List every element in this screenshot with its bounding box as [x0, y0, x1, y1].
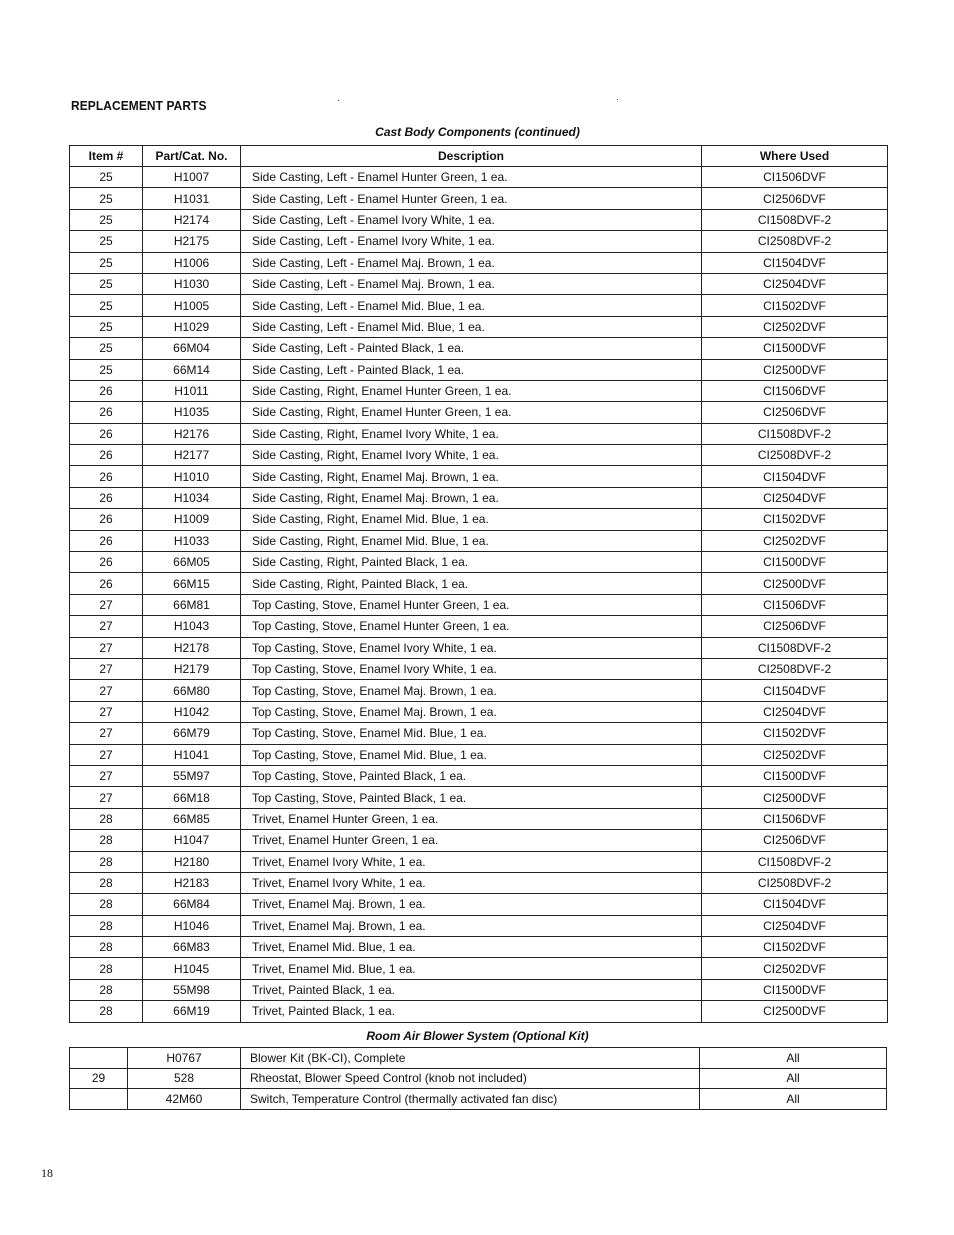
item-cell: 26: [70, 423, 143, 444]
part-cell: 42M60: [128, 1089, 241, 1110]
item-cell: 26: [70, 402, 143, 423]
where-used-cell: CI2502DVF: [702, 316, 888, 337]
where-used-cell: CI2500DVF: [702, 573, 888, 594]
description-cell: Side Casting, Left - Enamel Hunter Green, 1 ea.: [241, 188, 702, 209]
where-used-cell: All: [700, 1089, 887, 1110]
table-row: [70, 787, 888, 808]
description-cell: Top Casting, Stove, Painted Black, 1 ea.: [241, 787, 702, 808]
item-cell: 27: [70, 594, 143, 615]
parts-table: [69, 145, 888, 1023]
item-cell: 25: [70, 359, 143, 380]
where-used-cell: CI1502DVF: [702, 723, 888, 744]
description-cell: Trivet, Enamel Hunter Green, 1 ea.: [241, 830, 702, 851]
description-cell: Side Casting, Left - Enamel Hunter Green, 1 ea.: [241, 167, 702, 188]
table-row: [70, 830, 888, 851]
item-cell: 26: [70, 509, 143, 530]
part-cell: H1031: [143, 188, 241, 209]
where-used-cell: CI2500DVF: [702, 1001, 888, 1022]
scan-speck: [338, 100, 339, 101]
part-cell: 66M15: [143, 573, 241, 594]
description-cell: Side Casting, Right, Enamel Maj. Brown, 1 ea.: [241, 466, 702, 487]
part-cell: H2175: [143, 231, 241, 252]
item-cell: 27: [70, 787, 143, 808]
where-used-cell: CI1502DVF: [702, 509, 888, 530]
part-cell: H2183: [143, 872, 241, 893]
item-cell: 26: [70, 380, 143, 401]
item-cell: 27: [70, 658, 143, 679]
table-row: [70, 808, 888, 829]
where-used-cell: CI2504DVF: [702, 487, 888, 508]
where-used-cell: CI1500DVF: [702, 979, 888, 1000]
part-cell: H1030: [143, 273, 241, 294]
where-used-cell: All: [700, 1048, 887, 1069]
description-cell: Side Casting, Left - Enamel Maj. Brown, 1 ea.: [241, 273, 702, 294]
where-used-cell: CI1506DVF: [702, 380, 888, 401]
part-cell: H1043: [143, 616, 241, 637]
item-cell: 28: [70, 830, 143, 851]
where-used-cell: CI2508DVF-2: [702, 445, 888, 466]
table-row: [70, 252, 888, 273]
where-used-cell: CI2506DVF: [702, 188, 888, 209]
description-cell: Side Casting, Left - Enamel Mid. Blue, 1 ea.: [241, 295, 702, 316]
where-used-cell: CI2508DVF-2: [702, 872, 888, 893]
item-cell: 27: [70, 701, 143, 722]
description-cell: Side Casting, Right, Enamel Hunter Green, 1 ea.: [241, 380, 702, 401]
item-cell: 28: [70, 958, 143, 979]
part-cell: H2179: [143, 658, 241, 679]
description-cell: Top Casting, Stove, Enamel Mid. Blue, 1 ea.: [241, 744, 702, 765]
description-cell: Side Casting, Left - Enamel Mid. Blue, 1 ea.: [241, 316, 702, 337]
part-cell: 66M14: [143, 359, 241, 380]
part-cell: H1007: [143, 167, 241, 188]
part-cell: 66M79: [143, 723, 241, 744]
where-used-cell: CI1502DVF: [702, 295, 888, 316]
table-row: [70, 701, 888, 722]
where-used-cell: CI2506DVF: [702, 402, 888, 423]
part-cell: 66M85: [143, 808, 241, 829]
description-cell: Top Casting, Stove, Painted Black, 1 ea.: [241, 765, 702, 786]
part-cell: H2177: [143, 445, 241, 466]
description-cell: Side Casting, Right, Enamel Mid. Blue, 1 ea.: [241, 509, 702, 530]
item-cell: 25: [70, 167, 143, 188]
where-used-cell: CI1508DVF-2: [702, 851, 888, 872]
description-cell: Side Casting, Right, Painted Black, 1 ea.: [241, 573, 702, 594]
where-used-cell: CI1506DVF: [702, 594, 888, 615]
description-cell: Rheostat, Blower Speed Control (knob not included): [241, 1068, 700, 1089]
table-row: [70, 979, 888, 1000]
part-cell: H1041: [143, 744, 241, 765]
table-row: [70, 872, 888, 893]
description-cell: Trivet, Enamel Maj. Brown, 1 ea.: [241, 894, 702, 915]
part-cell: 66M04: [143, 338, 241, 359]
table-row: [70, 744, 888, 765]
table-row: [70, 509, 888, 530]
table-row: [70, 1001, 888, 1022]
table-row: [70, 316, 888, 337]
header-where-used: Where Used: [702, 146, 888, 167]
description-cell: Trivet, Enamel Ivory White, 1 ea.: [241, 872, 702, 893]
where-used-cell: CI2502DVF: [702, 744, 888, 765]
part-cell: 66M19: [143, 1001, 241, 1022]
part-cell: H2174: [143, 209, 241, 230]
description-cell: Top Casting, Stove, Enamel Ivory White, 1 ea.: [241, 658, 702, 679]
part-cell: H1011: [143, 380, 241, 401]
item-cell: 26: [70, 530, 143, 551]
item-cell: 27: [70, 680, 143, 701]
part-cell: H1042: [143, 701, 241, 722]
item-cell: 26: [70, 487, 143, 508]
item-cell: 27: [70, 616, 143, 637]
item-cell: 25: [70, 231, 143, 252]
part-cell: H1010: [143, 466, 241, 487]
description-cell: Side Casting, Right, Painted Black, 1 ea.: [241, 552, 702, 573]
table-row: [70, 231, 888, 252]
item-cell: 28: [70, 808, 143, 829]
table-row: [70, 423, 888, 444]
table-row: [70, 273, 888, 294]
description-cell: Side Casting, Right, Enamel Ivory White, 1 ea.: [241, 423, 702, 444]
table-row: [70, 851, 888, 872]
description-cell: Side Casting, Left - Enamel Ivory White, 1 ea.: [241, 231, 702, 252]
table-row: [70, 359, 888, 380]
part-cell: H1035: [143, 402, 241, 423]
description-cell: Trivet, Painted Black, 1 ea.: [241, 979, 702, 1000]
where-used-cell: CI2504DVF: [702, 915, 888, 936]
header-item: Item #: [70, 146, 143, 167]
item-cell: 25: [70, 209, 143, 230]
part-cell: H2180: [143, 851, 241, 872]
where-used-cell: CI2506DVF: [702, 830, 888, 851]
where-used-cell: CI1506DVF: [702, 167, 888, 188]
table-row: [70, 466, 888, 487]
part-cell: H1005: [143, 295, 241, 316]
part-cell: H0767: [128, 1048, 241, 1069]
part-cell: H1029: [143, 316, 241, 337]
table-header-row: [70, 146, 888, 167]
description-cell: Top Casting, Stove, Enamel Ivory White, 1 ea.: [241, 637, 702, 658]
description-cell: Switch, Temperature Control (thermally activated fan disc): [241, 1089, 700, 1110]
part-cell: 66M81: [143, 594, 241, 615]
item-cell: 28: [70, 915, 143, 936]
where-used-cell: CI2502DVF: [702, 958, 888, 979]
table-row: [70, 487, 888, 508]
table-row: [70, 680, 888, 701]
part-cell: H1046: [143, 915, 241, 936]
kit-table-body: [70, 1048, 887, 1110]
scan-speck: [617, 99, 618, 100]
item-cell: 27: [70, 723, 143, 744]
item-cell: 28: [70, 894, 143, 915]
table-row: [70, 894, 888, 915]
part-cell: 528: [128, 1068, 241, 1089]
part-cell: H1045: [143, 958, 241, 979]
item-cell: 28: [70, 979, 143, 1000]
description-cell: Side Casting, Right, Enamel Ivory White, 1 ea.: [241, 445, 702, 466]
description-cell: Trivet, Enamel Hunter Green, 1 ea.: [241, 808, 702, 829]
table-row: [70, 915, 888, 936]
where-used-cell: CI1500DVF: [702, 552, 888, 573]
description-cell: Side Casting, Left - Enamel Ivory White, 1 ea.: [241, 209, 702, 230]
table-row: [70, 338, 888, 359]
part-cell: 66M05: [143, 552, 241, 573]
table-caption: Cast Body Components (continued): [375, 125, 580, 139]
table-row: [70, 594, 888, 615]
kit-table-caption: Room Air Blower System (Optional Kit): [366, 1029, 589, 1043]
where-used-cell: All: [700, 1068, 887, 1089]
part-cell: H1033: [143, 530, 241, 551]
item-cell: 28: [70, 872, 143, 893]
item-cell: [70, 1048, 128, 1069]
description-cell: Blower Kit (BK-CI), Complete: [241, 1048, 700, 1069]
header-description: Description: [241, 146, 702, 167]
where-used-cell: CI1504DVF: [702, 252, 888, 273]
where-used-cell: CI1508DVF-2: [702, 637, 888, 658]
item-cell: [70, 1089, 128, 1110]
item-cell: 26: [70, 573, 143, 594]
where-used-cell: CI2508DVF-2: [702, 231, 888, 252]
where-used-cell: CI1500DVF: [702, 338, 888, 359]
where-used-cell: CI2504DVF: [702, 273, 888, 294]
table-row: [70, 765, 888, 786]
table-row: [70, 552, 888, 573]
table-row: [70, 1048, 887, 1069]
table-row: [70, 188, 888, 209]
part-cell: H1034: [143, 487, 241, 508]
item-cell: 26: [70, 552, 143, 573]
part-cell: H2176: [143, 423, 241, 444]
table-row: [70, 295, 888, 316]
table-row: [70, 723, 888, 744]
description-cell: Top Casting, Stove, Enamel Hunter Green, 1 ea.: [241, 594, 702, 615]
description-cell: Side Casting, Left - Painted Black, 1 ea.: [241, 359, 702, 380]
part-cell: H1047: [143, 830, 241, 851]
where-used-cell: CI1508DVF-2: [702, 209, 888, 230]
page-number: 18: [41, 1166, 53, 1180]
section-title: REPLACEMENT PARTS: [71, 98, 207, 113]
description-cell: Side Casting, Right, Enamel Hunter Green, 1 ea.: [241, 402, 702, 423]
part-cell: 66M18: [143, 787, 241, 808]
table-row: [70, 209, 888, 230]
item-cell: 25: [70, 295, 143, 316]
item-cell: 26: [70, 445, 143, 466]
where-used-cell: CI1500DVF: [702, 765, 888, 786]
description-cell: Trivet, Enamel Mid. Blue, 1 ea.: [241, 937, 702, 958]
item-cell: 25: [70, 316, 143, 337]
table-row: [70, 167, 888, 188]
description-cell: Top Casting, Stove, Enamel Maj. Brown, 1 ea.: [241, 680, 702, 701]
where-used-cell: CI2508DVF-2: [702, 658, 888, 679]
where-used-cell: CI1502DVF: [702, 937, 888, 958]
item-cell: 29: [70, 1068, 128, 1089]
table-row: [70, 380, 888, 401]
parts-table-body: [70, 167, 888, 1023]
table-row: [70, 445, 888, 466]
table-row: [70, 958, 888, 979]
description-cell: Side Casting, Left - Enamel Maj. Brown, 1 ea.: [241, 252, 702, 273]
description-cell: Trivet, Enamel Maj. Brown, 1 ea.: [241, 915, 702, 936]
item-cell: 25: [70, 273, 143, 294]
part-cell: 66M84: [143, 894, 241, 915]
part-cell: 66M83: [143, 937, 241, 958]
table-row: [70, 1089, 887, 1110]
description-cell: Trivet, Enamel Mid. Blue, 1 ea.: [241, 958, 702, 979]
kit-table: [69, 1047, 887, 1110]
where-used-cell: CI2502DVF: [702, 530, 888, 551]
description-cell: Side Casting, Left - Painted Black, 1 ea.: [241, 338, 702, 359]
description-cell: Trivet, Enamel Ivory White, 1 ea.: [241, 851, 702, 872]
table-row: [70, 637, 888, 658]
where-used-cell: CI2504DVF: [702, 701, 888, 722]
item-cell: 26: [70, 466, 143, 487]
item-cell: 27: [70, 744, 143, 765]
where-used-cell: CI1504DVF: [702, 680, 888, 701]
where-used-cell: CI2506DVF: [702, 616, 888, 637]
part-cell: 55M97: [143, 765, 241, 786]
part-cell: 55M98: [143, 979, 241, 1000]
header-part: Part/Cat. No.: [143, 146, 241, 167]
description-cell: Trivet, Painted Black, 1 ea.: [241, 1001, 702, 1022]
where-used-cell: CI1508DVF-2: [702, 423, 888, 444]
description-cell: Top Casting, Stove, Enamel Hunter Green, 1 ea.: [241, 616, 702, 637]
part-cell: H1009: [143, 509, 241, 530]
item-cell: 28: [70, 1001, 143, 1022]
table-row: [70, 1068, 887, 1089]
table-row: [70, 530, 888, 551]
where-used-cell: CI2500DVF: [702, 359, 888, 380]
part-cell: H1006: [143, 252, 241, 273]
item-cell: 28: [70, 851, 143, 872]
item-cell: 25: [70, 252, 143, 273]
description-cell: Top Casting, Stove, Enamel Mid. Blue, 1 ea.: [241, 723, 702, 744]
description-cell: Side Casting, Right, Enamel Maj. Brown, 1 ea.: [241, 487, 702, 508]
description-cell: Top Casting, Stove, Enamel Maj. Brown, 1 ea.: [241, 701, 702, 722]
table-row: [70, 937, 888, 958]
table-row: [70, 616, 888, 637]
item-cell: 27: [70, 765, 143, 786]
item-cell: 25: [70, 338, 143, 359]
where-used-cell: CI2500DVF: [702, 787, 888, 808]
table-row: [70, 658, 888, 679]
item-cell: 28: [70, 937, 143, 958]
table-row: [70, 402, 888, 423]
part-cell: 66M80: [143, 680, 241, 701]
where-used-cell: CI1504DVF: [702, 466, 888, 487]
where-used-cell: CI1506DVF: [702, 808, 888, 829]
table-row: [70, 573, 888, 594]
item-cell: 25: [70, 188, 143, 209]
where-used-cell: CI1504DVF: [702, 894, 888, 915]
item-cell: 27: [70, 637, 143, 658]
description-cell: Side Casting, Right, Enamel Mid. Blue, 1 ea.: [241, 530, 702, 551]
part-cell: H2178: [143, 637, 241, 658]
